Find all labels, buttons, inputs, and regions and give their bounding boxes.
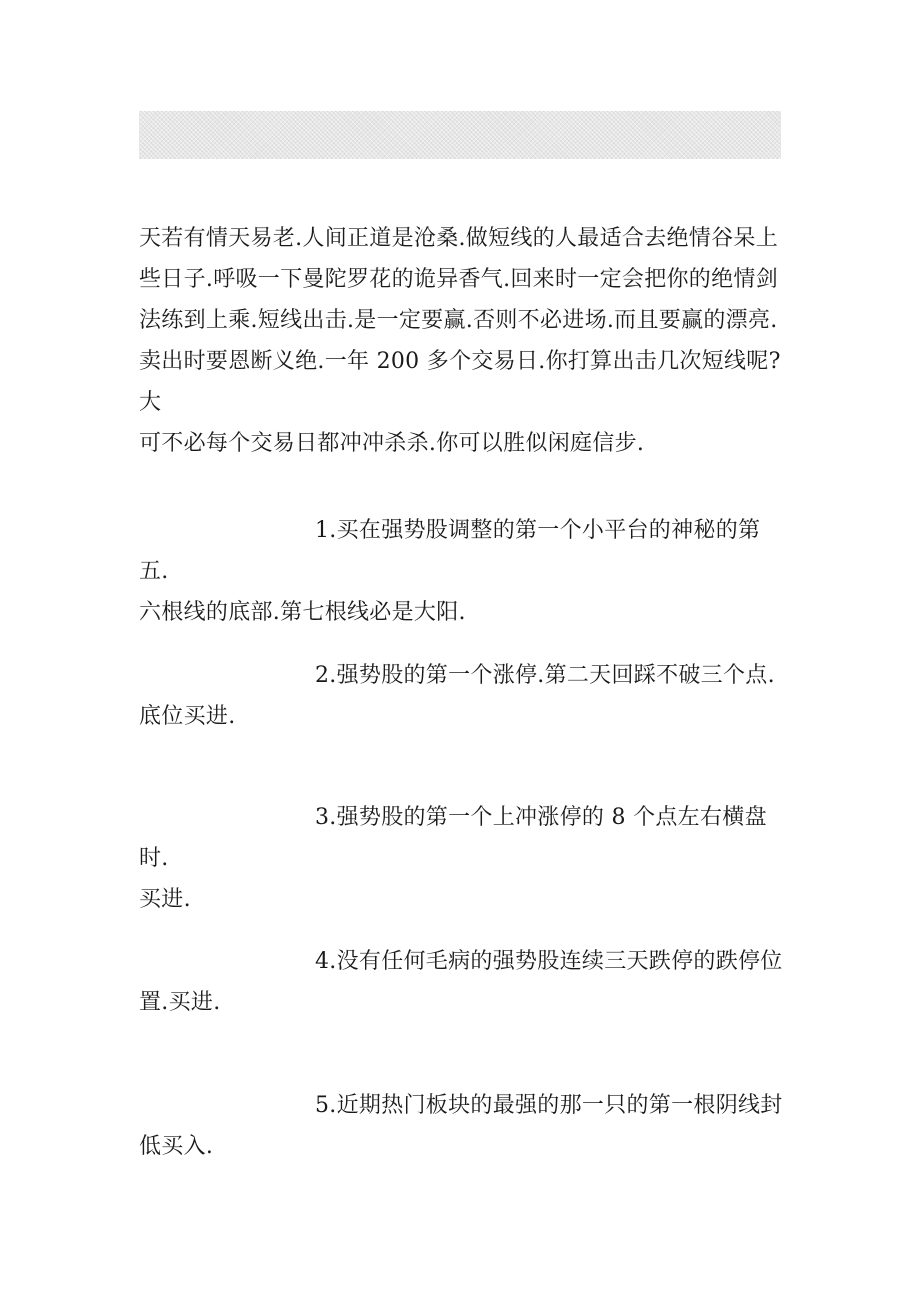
header-band: [139, 111, 781, 159]
intro-paragraph: 天若有情天易老.人间正道是沧桑.做短线的人最适合去绝情谷呆上 些日子.呼吸一下曼陀罗花的诡异香气.回来时一定会把你的绝情剑 法练到上乘.短线出击.是一定要赢.否则不必进场.而且要赢的漂亮. 卖出时要恩断义绝.一年 200 多个交易日.你打算出击几次短线呢?大 可不必每个交易日都冲冲杀杀.你可以胜似闲庭信步.: [139, 226, 781, 456]
list-item-5: 5.近期热门板块的最强的那一只的第一根阴线封 低买入.: [139, 1093, 783, 1159]
list-item-4: 4.没有任何毛病的强势股连续三天跌停的跌停位 置.买进.: [139, 949, 783, 1015]
list-item-2: 2.强势股的第一个涨停.第二天回踩不破三个点. 底位买进.: [139, 663, 775, 729]
list-item-3: 3.强势股的第一个上冲涨停的 8 个点左右横盘时. 买进.: [139, 805, 767, 912]
list-item-1: 1.买在强势股调整的第一个小平台的神秘的第五. 六根线的底部.第七根线必是大阳.: [139, 518, 761, 625]
